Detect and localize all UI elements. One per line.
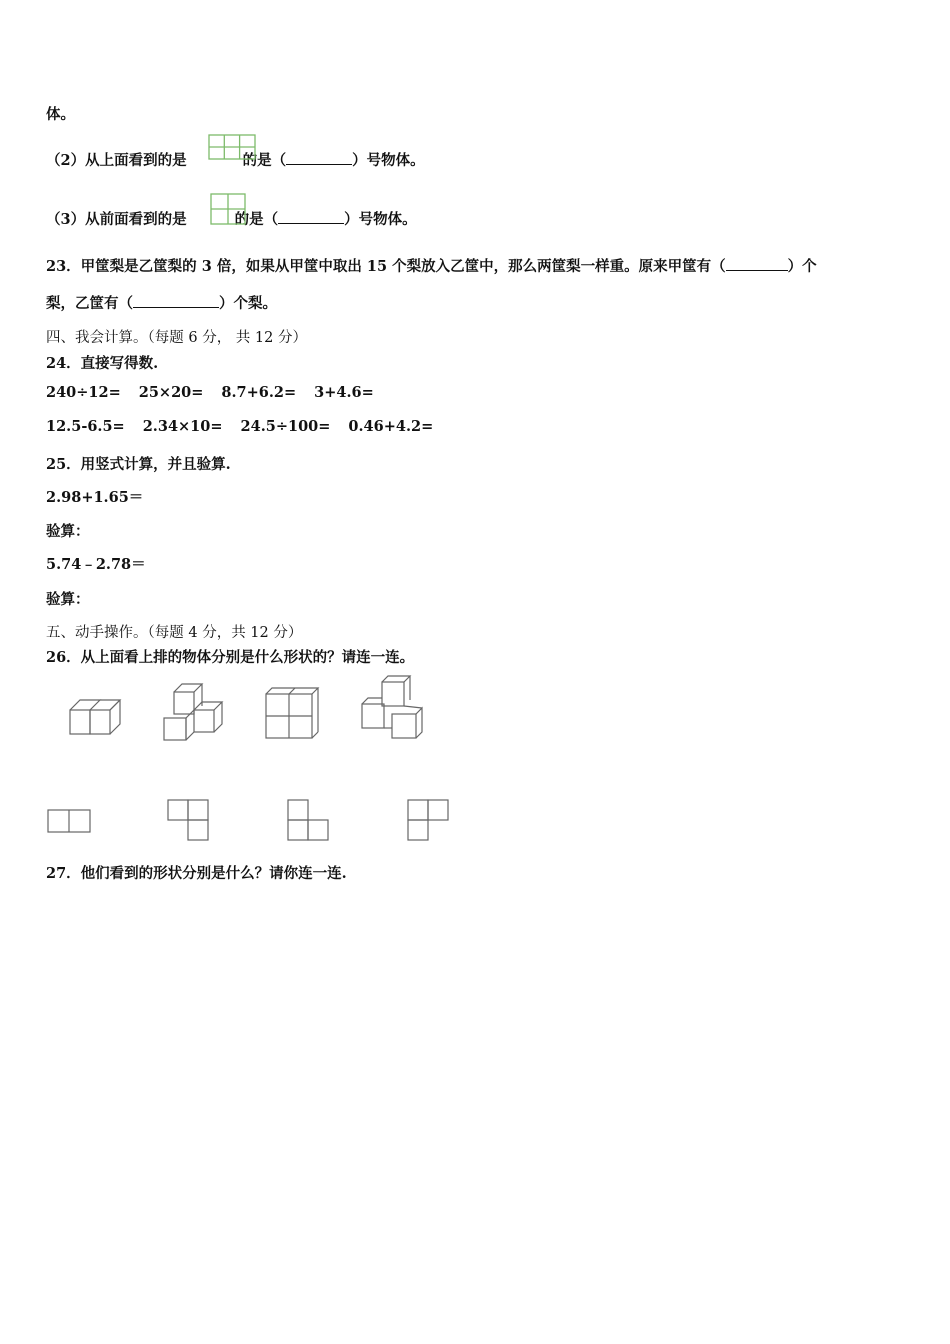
- view-shape-4: [404, 798, 452, 844]
- q25-check2: 验算：: [46, 591, 90, 608]
- q22-p2-prefix: （2）从上面看到的是: [46, 152, 187, 169]
- section4-title: 四、我会计算。（每题 6 分， 共 12 分）: [46, 330, 307, 346]
- q25-expr1: 2.98+1.65＝: [46, 489, 144, 506]
- cube-figure-1: [66, 694, 126, 740]
- cube-figure-4: [356, 674, 426, 742]
- q24-item: 240÷12=: [46, 384, 121, 401]
- q26-title: 26．从上面看上排的物体分别是什么形状的？请连一连。: [46, 649, 415, 666]
- q24-row1: [46, 384, 392, 401]
- q24-item: 12.5-6.5=: [46, 418, 125, 435]
- q27-title: 27．他们看到的形状分别是什么？请你连一连.: [46, 865, 347, 882]
- q24-item: 8.7+6.2=: [221, 384, 297, 401]
- q23-text2: 梨，乙筐有（: [46, 295, 133, 312]
- view-shape-2: [164, 798, 212, 844]
- q24-item: 0.46+4.2=: [348, 418, 434, 435]
- top-view-grid-icon: [208, 134, 256, 160]
- front-view-grid-icon: [210, 193, 246, 225]
- q22-p3-suffix: 的是（: [234, 211, 279, 228]
- q25-expr2: 5.74﹣2.78＝: [46, 556, 146, 573]
- q23-blank-a[interactable]: [726, 258, 788, 271]
- cube-figure-3: [262, 684, 322, 742]
- q24-item: 2.34×10=: [142, 418, 223, 435]
- q23-line2: [46, 292, 277, 313]
- q24-title: 24．直接写得数.: [46, 355, 159, 372]
- q22-tail: 体。: [46, 106, 75, 123]
- q22-p3-blank[interactable]: [278, 211, 344, 224]
- q22-p3-prefix: （3）从前面看到的是: [46, 211, 187, 228]
- q23-text1-end: ）个: [787, 258, 817, 275]
- q24-item: 25×20=: [138, 384, 204, 401]
- q23-text1: 23．甲筐梨是乙筐梨的 3 倍，如果从甲筐中取出 15 个梨放入乙筐中，那么两筐梨一样重。原来甲筐有（: [46, 258, 726, 275]
- q24-item: 3+4.6=: [314, 384, 374, 401]
- q22-p2-suffix: 的是（: [242, 152, 287, 169]
- cube-figure-2: [160, 680, 226, 744]
- q22-p3-end: ）号物体。: [344, 211, 417, 228]
- q22-p2-end: ）号物体。: [352, 152, 425, 169]
- q24-item: 24.5÷100=: [240, 418, 331, 435]
- q22-p2-blank[interactable]: [286, 152, 352, 165]
- q23-blank-b[interactable]: [133, 295, 219, 308]
- q25-title: 25．用竖式计算，并且验算.: [46, 456, 231, 473]
- q23-line1: [46, 255, 817, 276]
- q24-row2: [46, 418, 451, 435]
- view-shape-3: [284, 798, 332, 844]
- q25-check1: 验算：: [46, 523, 90, 540]
- section5-title: 五、动手操作。（每题 4 分，共 12 分）: [46, 625, 303, 641]
- q23-text2-end: ）个梨。: [219, 295, 277, 312]
- view-shape-1: [46, 808, 92, 834]
